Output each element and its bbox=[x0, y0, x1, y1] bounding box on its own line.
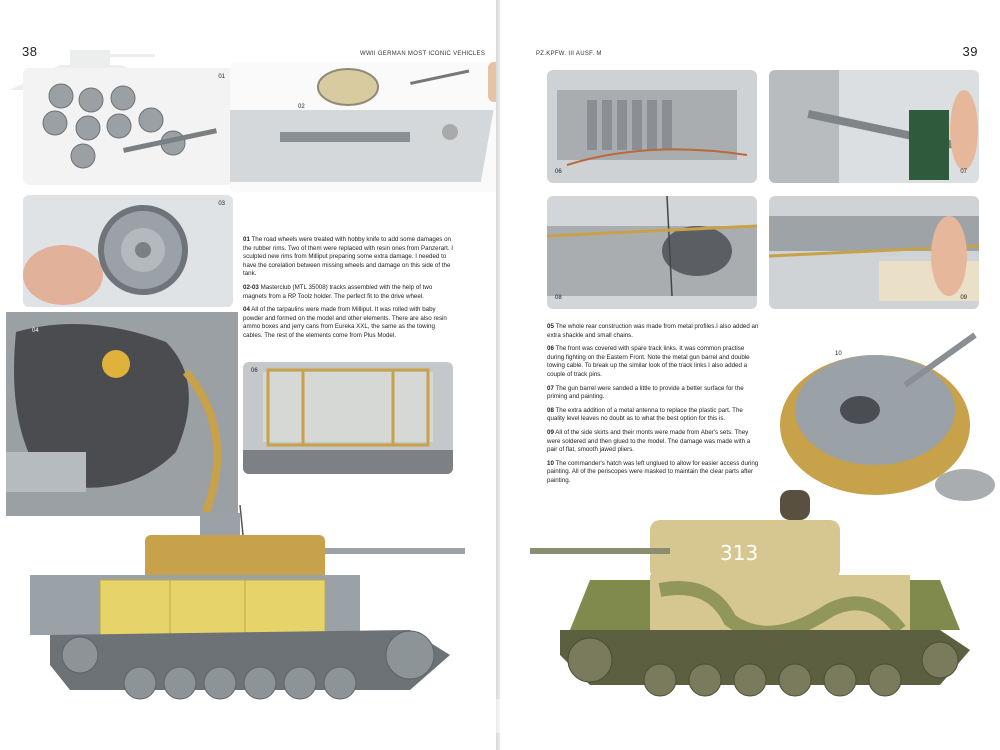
step-05-number: 05 bbox=[547, 323, 554, 330]
watermark: MODEL bbox=[403, 690, 597, 744]
step-09-text: All of the side skirts and their monts were made from Aber's sets. They were soldered and then glued to the model. The damage was made with a pair of flat, smooth jawed pliers. bbox=[547, 428, 751, 454]
caption-08: 08 bbox=[555, 295, 562, 301]
photo-antenna bbox=[547, 196, 757, 309]
step-01-number: 01 bbox=[243, 236, 250, 243]
photo-track-jig bbox=[230, 62, 500, 192]
tank-grey-primer bbox=[10, 505, 490, 710]
tank-number-marking: 313 bbox=[720, 541, 759, 565]
caption-06-left: 06 bbox=[251, 368, 258, 374]
left-text-column bbox=[243, 236, 455, 346]
step-05-text: The whole rear construction was made from metal profiles.I also added an extra shackle and small chains. bbox=[547, 323, 759, 339]
step-10-text: The commander's hatch was left unglued to allow for easier access during painting. All of the periscopes were masked to maintain the clear parts after painting. bbox=[547, 459, 759, 484]
caption-03: 03 bbox=[218, 201, 225, 207]
tank-camouflage bbox=[530, 480, 1000, 710]
step-08-text: The extra addition of a metal antenna to replace the plastic part. The quality level leaves no doubt as to what the best option for this is. bbox=[547, 406, 743, 423]
photo-front-track-links bbox=[547, 70, 757, 183]
photo-drive-wheel bbox=[23, 195, 233, 307]
caption-06: 06 bbox=[555, 169, 562, 175]
step-02-03-number: 02-03 bbox=[243, 283, 259, 291]
caption-01: 01 bbox=[218, 74, 225, 80]
photo-rear-construction bbox=[243, 362, 453, 474]
step-04-text: All of the tarpaulins were made from Milliput. It was rolled with baby powder and formed on the model and other elements. There are also resin ammo boxes and jerry cans from Eureka XXL, the same as the towing cables. The rest of the elements come from Plus Model. bbox=[243, 306, 447, 339]
photo-tarpaulin bbox=[6, 312, 238, 516]
page-number-left: 38 bbox=[22, 44, 38, 59]
step-09-number: 09 bbox=[547, 428, 554, 436]
caption-04: 04 bbox=[32, 328, 39, 334]
step-10-number: 10 bbox=[547, 459, 554, 467]
page-number-right: 39 bbox=[962, 44, 978, 59]
step-01-text: The road wheels were treated with hobby knife to add some damages on the rubber rims. Two of them were replaced with resin ones from Panzerart. I sculpted new rims from Milliput preparing some extra damage. I needed to have the corelation between missing wheels and damage on this side of the tank. bbox=[243, 236, 454, 278]
photo-road-wheels bbox=[23, 68, 233, 185]
photo-gun-barrel bbox=[769, 70, 979, 183]
caption-07: 07 bbox=[960, 169, 967, 175]
step-06-number: 06 bbox=[547, 345, 554, 353]
step-07-text: The gun barrel were sanded a little to provide a better surface for the priming and painting. bbox=[547, 384, 744, 401]
step-06-text: The front was covered with spare track links. It was common practise during fighting on the Eastern Front. Note the metal gun barrel and double towing cable. To break up the similar look of the track links I also added a couple of track pins. bbox=[547, 345, 750, 378]
step-07-number: 07 bbox=[547, 384, 554, 392]
step-04-number: 04 bbox=[243, 306, 250, 314]
right-text-column bbox=[547, 323, 759, 491]
caption-02: 02 bbox=[298, 104, 305, 110]
step-02-03-text: Masterclub (MTL 35008) tracks assembled with the help of two magnets from a RP Toolz holder. The perfect fit to the drive wheel. bbox=[243, 283, 433, 300]
step-08-number: 08 bbox=[547, 406, 554, 414]
running-header-left: WWII GERMAN MOST ICONIC VEHICLES bbox=[360, 51, 486, 57]
running-header-right: PZ.KPFW. III AUSF. M bbox=[536, 51, 602, 57]
right-page bbox=[500, 0, 1000, 750]
caption-10: 10 bbox=[835, 351, 842, 357]
caption-09: 09 bbox=[960, 295, 967, 301]
photo-side-skirts bbox=[769, 196, 979, 309]
